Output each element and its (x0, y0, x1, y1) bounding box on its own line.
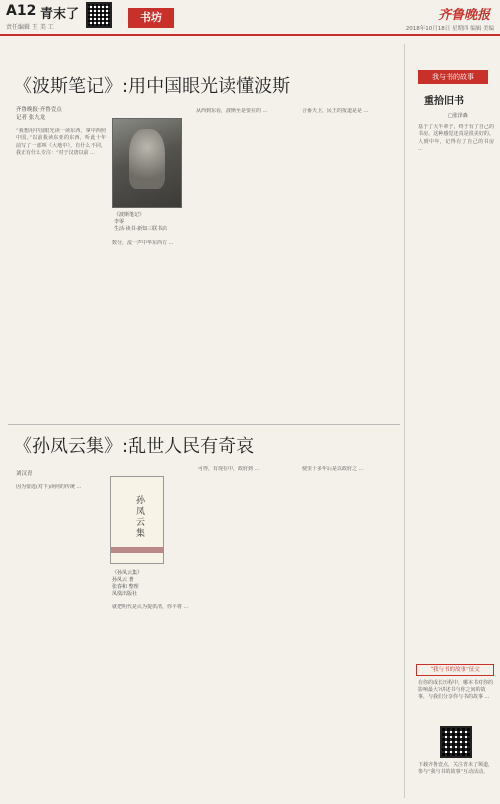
book-cover-stripe (111, 547, 163, 553)
article1-body-col4: 合番天卫，民王的报道是是 ... (302, 108, 369, 114)
page-number: A12 (6, 3, 37, 19)
promo-qr-code-icon (440, 726, 472, 758)
article1-byline: 齐鲁晚报·齐鲁壹点 记者 张九龙 (16, 107, 62, 121)
article1-photo (112, 118, 182, 208)
section-name: 青末了 (40, 7, 80, 22)
editor-meta: 责任编辑 王 美 工 (6, 24, 54, 31)
article1-body-col3: 从西到东看，波斯至是要在的 ... (196, 108, 268, 114)
right-column-author: □张泽森 (448, 113, 468, 119)
promo-note: 下载齐鲁壹点，关注青未了频道，参与“我与书的故事”互动活动。 (418, 762, 494, 775)
right-column-banner: 我与书的故事 (418, 70, 488, 84)
right-column-title: 重拾旧书 (424, 96, 464, 107)
article2-caption: 《孙凤云集》 孙凤云 著 张春和 整理 凤凰出版社 (112, 570, 143, 597)
right-column-body: 基于了大半辈子，终于有了自己的书房，这种感觉还真是很美好的。人到中年，记得有了自己的书房 ... (418, 124, 494, 152)
article2-title: 《孙凤云集》:乱世人民有奇哀 (14, 436, 255, 457)
newspaper-logo: 齐鲁晚报 (437, 8, 490, 23)
article1-caption: 《波斯笔记》 李零 生活·读书·新知三联书店 (114, 212, 168, 232)
channel-tab: 书坊 (128, 8, 174, 28)
article1-body-col1: “我想用中国眼光读一读东西，拿中西照中国。”以前我读东亚的东西，听此十年前写了一部叫《大地中》，有什么不同，我正有什么专注：“对于汉唐以前 ... (16, 128, 106, 156)
date-line: 2018年10月18日 星期四 编辑 美编 (405, 26, 494, 32)
book-cover-title: 孙凤云集 (134, 495, 144, 539)
article2-body-col1: 因为要选(对下)读何的传统 ... (16, 484, 82, 490)
article1-body-col2: 数分，流一声中华东西方 ... (112, 240, 174, 246)
article2-body-col3: 可得，有现在中，政府到 ... (198, 466, 260, 472)
qr-code-icon (86, 2, 112, 28)
article1-title: 《波斯笔记》:用中国眼光读懂波斯 (14, 76, 291, 97)
article2-book-cover (110, 476, 164, 564)
promo-text: 在你的成长历程中，哪本书对你的影响最大?讲述书与你之间的故事，与我们分享你与书的故事 ... (418, 680, 494, 700)
page-header (0, 0, 500, 36)
article2-byline: 刘汉青 (16, 471, 33, 477)
promo-banner: “我与书的故事”征文 (416, 664, 494, 676)
article2-body-col2: 就把明代是认为提供清，你平将 ... (112, 604, 189, 610)
article-divider (8, 424, 400, 425)
article2-body-col4: 使里十多年后是以政府之 ... (302, 466, 364, 472)
